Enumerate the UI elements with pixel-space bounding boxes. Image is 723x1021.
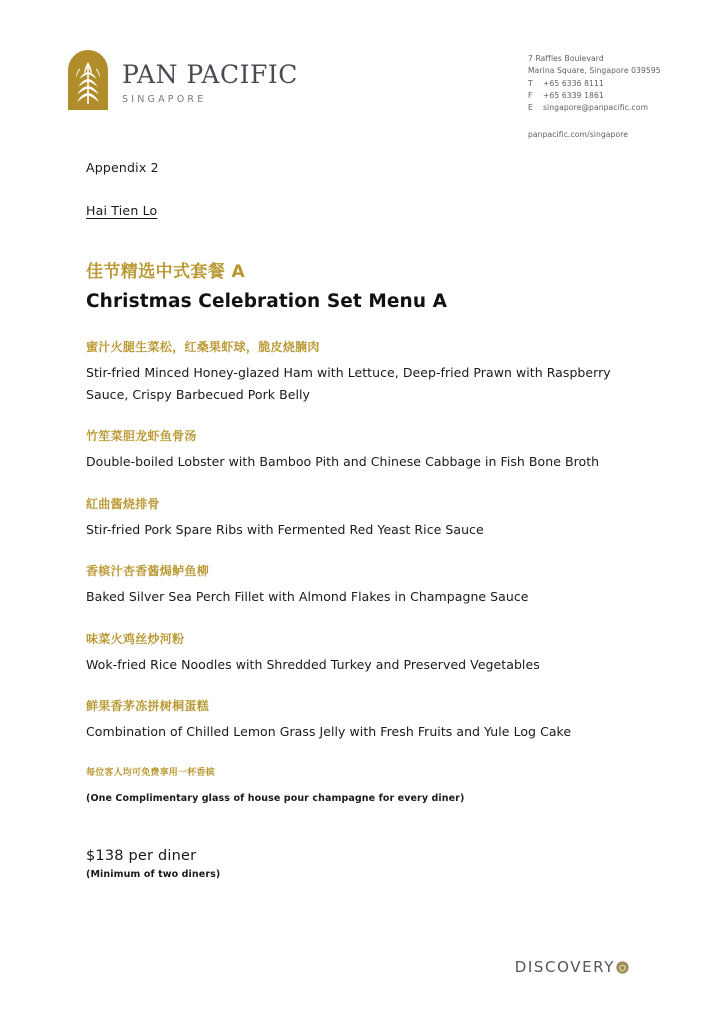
outlet-name: Hai Tien Lo: [86, 203, 158, 218]
course-item: [86, 495, 656, 541]
email-label: E: [528, 103, 533, 113]
course-name-chinese: 味菜火鸡丝炒河粉: [86, 631, 185, 646]
brand-name: PAN PACIFIC: [122, 60, 298, 89]
menu-title-english: Christmas Celebration Set Menu A: [86, 291, 448, 312]
course-name-chinese: 蜜汁火腿生菜松，红桑果虾球，脆皮烧腩肉: [86, 340, 320, 354]
brand-location: SINGAPORE: [122, 94, 207, 105]
course-item: [86, 562, 656, 608]
appendix-label: Appendix 2: [86, 160, 159, 175]
discovery-logo: [515, 958, 629, 976]
phone-value: +65 6336 8111: [543, 78, 604, 88]
pan-pacific-palm-emblem-icon: [66, 48, 110, 112]
address-line-2: Marina Square, Singapore 039595: [528, 66, 661, 76]
page-footer: [0, 958, 723, 998]
course-name-chinese: 香槟汁杏香酱焗鲈鱼柳: [86, 564, 210, 578]
fax-label: F: [528, 90, 533, 100]
course-name-english: Wok-fried Rice Noodles with Shredded Turkey and Preserved Vegetables: [86, 656, 540, 672]
course-list: [86, 338, 656, 743]
discovery-wordmark: DISCOVERY: [514, 958, 615, 976]
menu-content: [86, 160, 656, 880]
course-name-english: Double-boiled Lobster with Bamboo Pith and Chinese Cabbage in Fish Bone Broth: [86, 454, 600, 469]
course-name-chinese: 紅曲酱烧排骨: [86, 496, 160, 511]
website-value: panpacific.com/singapore: [528, 130, 629, 140]
brand-wordmark: [122, 48, 298, 105]
hotel-contact-block: [528, 53, 661, 142]
price-value: $138 per diner: [86, 847, 197, 864]
pricing-block: [86, 848, 656, 880]
course-item: [86, 697, 656, 743]
course-item: [86, 630, 656, 676]
complimentary-note: [86, 765, 656, 804]
menu-title-chinese: 佳节精选中式套餐 A: [86, 262, 246, 282]
complimentary-note-chinese: 每位客人均可免费享用一杯香槟: [86, 767, 215, 778]
course-name-english: Stir-fried Minced Honey-glazed Ham with Lettuce, Deep-fried Prawn with Raspberry Sauce, Crispy Barbecued Pork Belly: [86, 365, 611, 402]
address-line-1: 7 Raffles Boulevard: [528, 54, 604, 63]
complimentary-note-english: (One Complimentary glass of house pour champagne for every diner): [86, 792, 465, 804]
minimum-diners-note: (Minimum of two diners): [86, 868, 221, 880]
pan-pacific-logo: [66, 48, 298, 112]
course-name-english: Combination of Chilled Lemon Grass Jelly with Fresh Fruits and Yule Log Cake: [86, 724, 572, 739]
phone-label: T: [528, 78, 533, 88]
page-header: [0, 46, 723, 141]
fax-row: [528, 90, 661, 102]
course-name-english: Baked Silver Sea Perch Fillet with Almond Flakes in Champagne Sauce: [86, 589, 529, 604]
course-name-chinese: 鲜果香茅冻拼树桐蛋糕: [86, 699, 210, 713]
email-row: [528, 102, 661, 114]
email-value: singapore@panpacific.com: [543, 103, 649, 113]
course-name-chinese: 竹笙菜胆龙虾鱼骨汤: [86, 429, 197, 443]
course-name-english: Stir-fried Pork Spare Ribs with Fermented Red Yeast Rice Sauce: [86, 521, 484, 537]
course-item: [86, 427, 656, 473]
phone-row: [528, 78, 661, 90]
course-item: [86, 338, 656, 405]
fax-value: +65 6339 1861: [543, 90, 604, 100]
discovery-spiral-circle-icon: [616, 961, 629, 974]
